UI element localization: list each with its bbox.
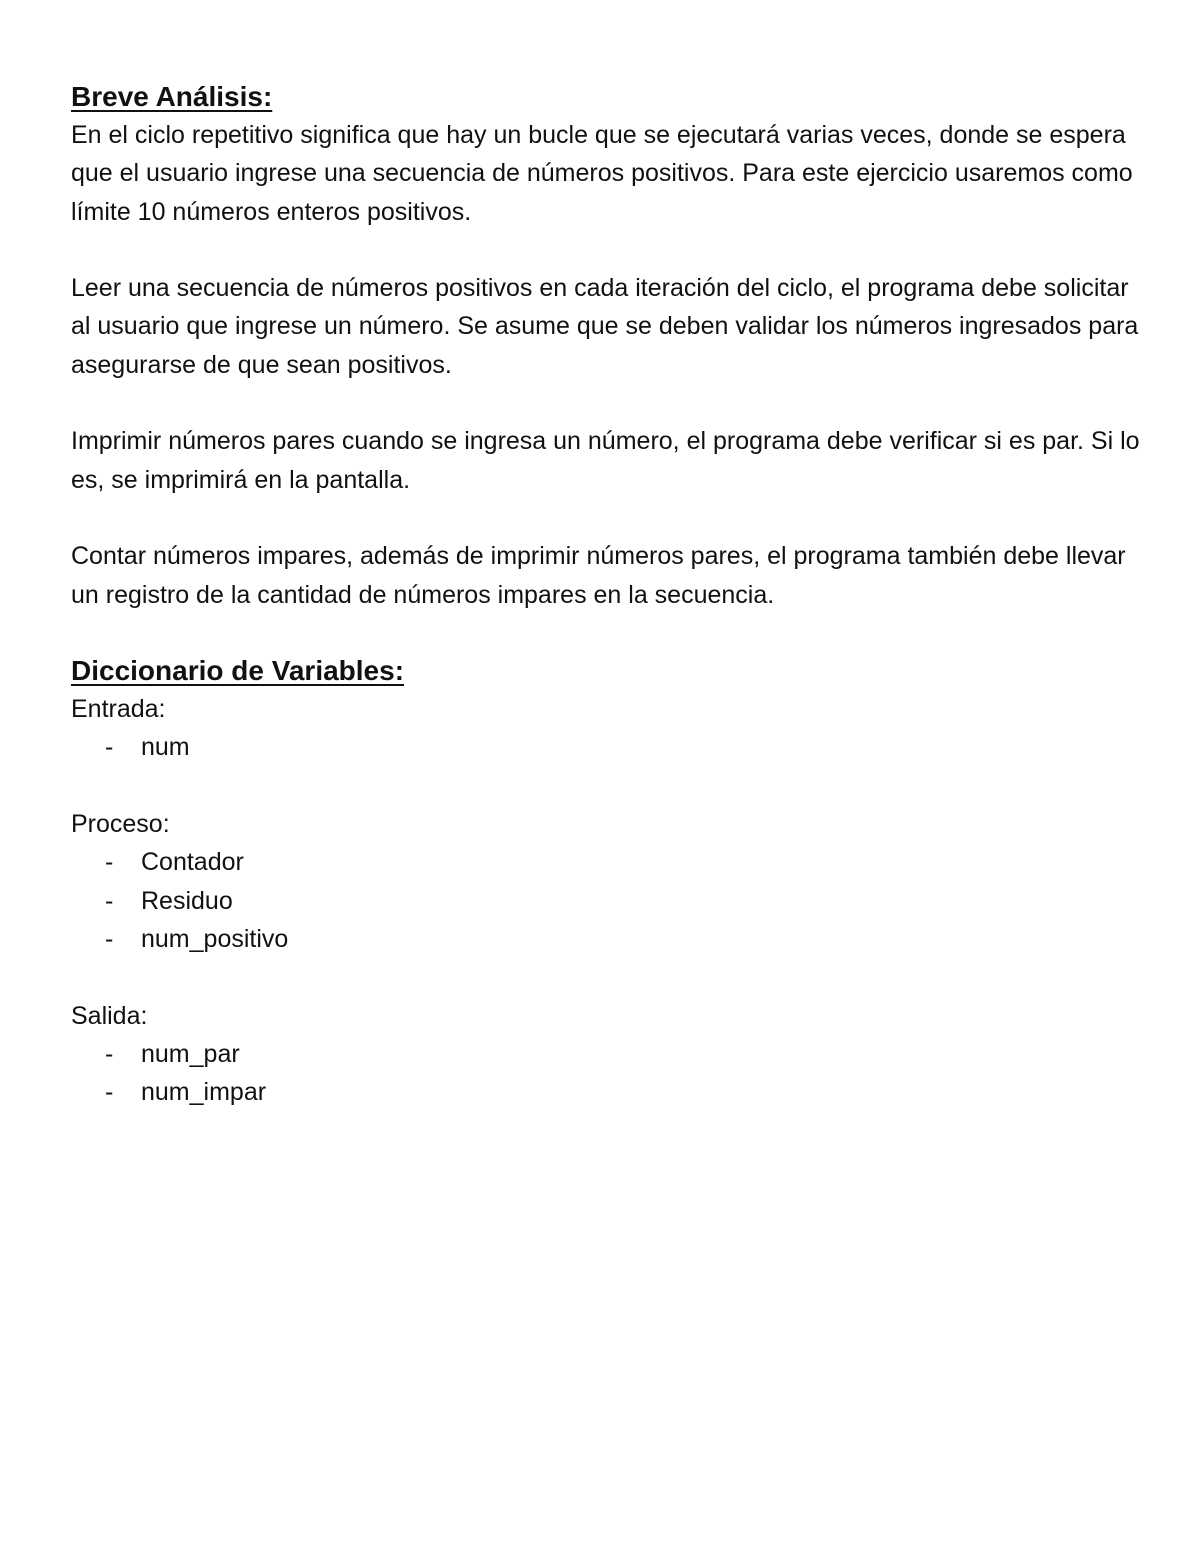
section-label-entrada: Entrada:: [71, 695, 166, 724]
dash-bullet: -: [105, 1039, 114, 1068]
paragraph-gap: [71, 384, 1141, 422]
proceso-list: [71, 843, 1141, 958]
paragraph-gap: [71, 231, 1141, 269]
dictionary-heading: Diccionario de Variables:: [71, 655, 405, 687]
dash-bullet: -: [105, 1078, 114, 1107]
dash-bullet: -: [105, 848, 114, 877]
list-item: [71, 728, 1141, 766]
list-item: [71, 920, 1141, 958]
salida-list: [71, 1035, 1141, 1112]
variable-name: num: [141, 733, 190, 762]
list-item: [71, 882, 1141, 920]
list-item: [71, 843, 1141, 881]
variable-name: num_impar: [141, 1078, 267, 1107]
list-item: [71, 1035, 1141, 1073]
paragraph-gap: [71, 499, 1141, 537]
variable-name: num_positivo: [141, 924, 289, 953]
dash-bullet: -: [105, 924, 114, 953]
dash-bullet: -: [105, 733, 114, 762]
paragraph-gap: [71, 614, 1141, 652]
variable-name: Contador: [141, 848, 244, 877]
section-gap: [71, 958, 1141, 996]
analysis-paragraph-3: Imprimir números pares cuando se ingresa un número, el programa debe verificar si es par. Si lo es, se imprimirá en la pantalla.: [71, 427, 1140, 494]
section-label-salida: Salida:: [71, 1001, 148, 1030]
list-item: [71, 1073, 1141, 1111]
analysis-paragraph-1: En el ciclo repetitivo significa que hay un bucle que se ejecutará varias veces, donde se espera que el usuario ingrese una secuencia de números positivos. Para este ejercicio usaremos como límite 10 números enteros positivos.: [71, 121, 1133, 226]
section-label-proceso: Proceso:: [71, 810, 170, 839]
analysis-paragraph-2: Leer una secuencia de números positivos en cada iteración del ciclo, el programa debe solicitar al usuario que ingrese un número. Se asume que se deben validar los números ingresados para asegurarse de que sean positivos.: [71, 274, 1139, 379]
analysis-heading: Breve Análisis:: [71, 81, 273, 112]
analysis-paragraph-4: Contar números impares, además de imprimir números pares, el programa también debe llevar un registro de la cantidad de números impares en la secuencia.: [71, 542, 1126, 609]
entrada-list: [71, 728, 1141, 766]
document-page: [71, 78, 1141, 1111]
dash-bullet: -: [105, 886, 114, 915]
variable-name: Residuo: [141, 886, 233, 915]
variable-name: num_par: [141, 1039, 240, 1068]
section-gap: [71, 767, 1141, 805]
